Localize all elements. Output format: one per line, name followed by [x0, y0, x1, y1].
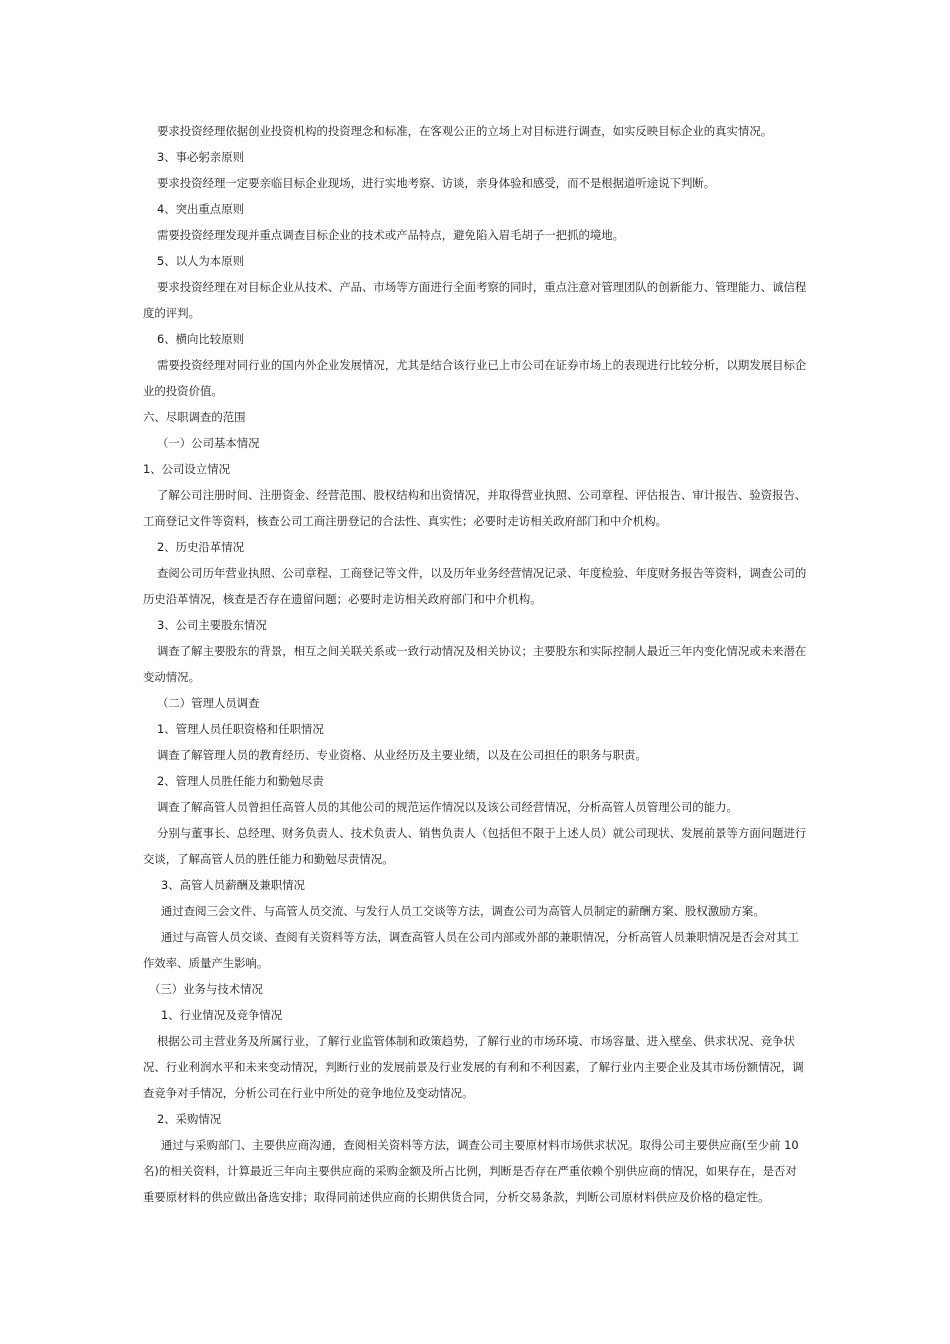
paragraph: 要求投资经理一定要亲临目标企业现场，进行实地考察、访谈，亲身体验和感受，而不是根据道听途说下判断。: [157, 176, 716, 190]
paragraph: 了解公司注册时间、注册资金、经营范围、股权结构和出资情况，并取得营业执照、公司章程、评估报告、审计报告、验资报告、工商登记文件等资料，核查公司工商注册登记的合法性、真实性；必要时走访相关政府部门和中介机构。: [143, 488, 807, 528]
paragraph: 调查了解主要股东的背景，相互之间关联关系或一致行动情况及相关协议；主要股东和实际控制人最近三年内变化情况或未来潜在变动情况。: [143, 644, 807, 684]
section-heading: 5、以人为本原则: [157, 254, 244, 268]
section-heading: 3、公司主要股东情况: [157, 618, 267, 632]
paragraph: 根据公司主营业务及所属行业，了解行业监管体制和政策趋势，了解行业的市场环境、市场容量、进入壁垒、供求状况、竞争状况、行业利润水平和未来变动情况，判断行业的发展前景及行业发展的有利和不利因素，了解行业内主要企业及其市场份额情况，调查竞争对手情况，分析公司在行业中所处的竞争地位及变动情况。: [143, 1034, 804, 1100]
paragraph: 通过与高管人员交谈、查阅有关资料等方法，调查高管人员在公司内部或外部的兼职情况，分析高管人员兼职情况是否会对其工作效率、质量产生影响。: [143, 930, 799, 970]
paragraph: 通过查阅三会文件、与高管人员交流、与发行人员工交谈等方法，调查公司为高管人员制定的薪酬方案、股权激励方案。: [161, 904, 765, 918]
paragraph: 需要投资经理发现并重点调查目标企业的技术或产品特点，避免陷入眉毛胡子一把抓的境地。: [157, 228, 625, 242]
paragraph: 要求投资经理依据创业投资机构的投资理念和标准，在客观公正的立场上对目标进行调查，如实反映目标企业的真实情况。: [157, 124, 773, 138]
subchapter-heading: （三）业务与技术情况: [149, 982, 263, 996]
paragraph: 查阅公司历年营业执照、公司章程、工商登记等文件，以及历年业务经营情况记录、年度检验、年度财务报告等资料，调查公司的历史沿革情况，核查是否存在遗留问题；必要时走访相关政府部门和中介机构。: [143, 566, 807, 606]
section-heading: 1、行业情况及竞争情况: [161, 1008, 283, 1022]
paragraph: 分别与董事长、总经理、财务负责人、技术负责人、销售负责人（包括但不限于上述人员）就公司现状、发展前景等方面问题进行交谈，了解高管人员的胜任能力和勤勉尽责情况。: [143, 826, 807, 866]
chapter-heading: 六、尽职调查的范围: [143, 410, 246, 424]
paragraph: 要求投资经理在对目标企业从技术、产品、市场等方面进行全面考察的同时，重点注意对管理团队的创新能力、管理能力、诚信程度的评判。: [143, 280, 807, 320]
paragraph: 通过与采购部门、主要供应商沟通，查阅相关资料等方法，调查公司主要原材料市场供求状况。取得公司主要供应商(至少前 10 名)的相关资料，计算最近三年向主要供应商的采购金额及所占比例，判断是否存在严重依赖个别供应商的情况，如果存在，是否对重要原材料的供应做出备选安排；取得同前述供应商的长期供货合同，分析交易条款，判断公司原材料供应及价格的稳定性。: [143, 1138, 799, 1204]
section-heading: 3、高管人员薪酬及兼职情况: [161, 878, 305, 892]
section-heading: 1、公司设立情况: [143, 462, 230, 476]
paragraph: 需要投资经理对同行业的国内外企业发展情况，尤其是结合该行业已上市公司在证券市场上的表现进行比较分析，以期发展目标企业的投资价值。: [143, 358, 807, 398]
subchapter-heading: （一）公司基本情况: [157, 436, 260, 450]
section-heading: 2、管理人员胜任能力和勤勉尽责: [157, 774, 324, 788]
paragraph: 调查了解管理人员的教育经历、专业资格、从业经历及主要业绩，以及在公司担任的职务与职责。: [157, 748, 647, 762]
section-heading: 4、突出重点原则: [157, 202, 244, 216]
section-heading: 2、历史沿革情况: [157, 540, 244, 554]
section-heading: 3、事必躬亲原则: [157, 150, 244, 164]
section-heading: 6、横向比较原则: [157, 332, 244, 346]
subchapter-heading: （二）管理人员调查: [157, 696, 260, 710]
section-heading: 1、管理人员任职资格和任职情况: [157, 722, 324, 736]
document-body: [143, 118, 808, 1210]
paragraph: 调查了解高管人员曾担任高管人员的其他公司的规范运作情况以及该公司经营情况，分析高管人员管理公司的能力。: [157, 800, 738, 814]
section-heading: 2、采购情况: [157, 1112, 222, 1126]
